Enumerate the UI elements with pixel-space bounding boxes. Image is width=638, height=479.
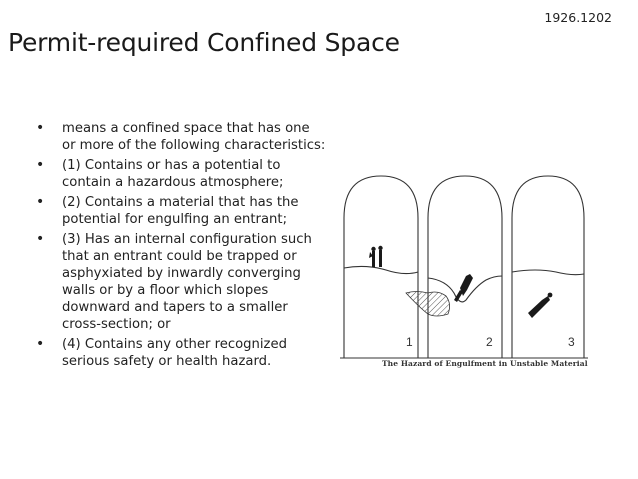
panel-number: 3 xyxy=(568,335,575,349)
hatched-void xyxy=(428,292,450,316)
bullet-list xyxy=(36,120,326,373)
silo-outline-2 xyxy=(428,176,502,358)
worker-figure xyxy=(379,250,382,267)
bullet-item: • (4) Contains any other recognized serious safety or health hazard. xyxy=(36,336,326,370)
standard-reference: 1926.1202 xyxy=(544,10,612,25)
figure-caption: The Hazard of Engulfment in Unstable Material xyxy=(382,359,588,368)
worker-figure xyxy=(372,251,375,267)
bullet-item: • (2) Contains a material that has the potential for engulfing an entrant; xyxy=(36,194,326,228)
panel-number: 2 xyxy=(486,335,493,349)
silo-outline-3 xyxy=(512,176,584,358)
engulfment-illustration xyxy=(336,168,591,380)
bullet-item: • (3) Has an internal configuration such that an entrant could be trapped or asphyxiated by inwardly converging walls or by a floor which slopes downward and tapers to a smaller cross-section; or xyxy=(36,231,326,333)
bullet-item: • means a confined space that has one or more of the following characteristics: xyxy=(36,120,326,154)
panel-number: 1 xyxy=(406,335,413,349)
slide-title: Permit-required Confined Space xyxy=(8,28,400,57)
bullet-item: • (1) Contains or has a potential to contain a hazardous atmosphere; xyxy=(36,157,326,191)
worker-figure xyxy=(528,296,550,318)
